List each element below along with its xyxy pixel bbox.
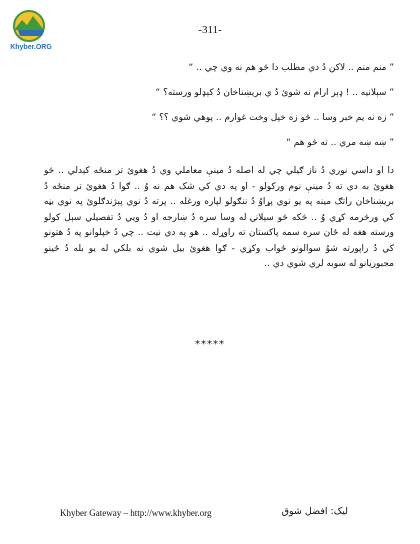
paragraph-line: دا او داسي نوري دُ ناز ګيلي چي له اصله دُ مينې معاملي وي دُ هغوئ تر منځه کېدلي .. څو (44, 166, 394, 176)
dialogue-line: ” سېلانيه .. ! ډېر ارام نه شوئ دُ ي بريښناخان دُ کېډلو ورسته؟ “ (155, 88, 394, 98)
logo-caption: Khyber.ORG (10, 44, 52, 51)
footer-author: ليک: افضل شوق (281, 506, 348, 517)
dialogue-line: ” زه نه يم خبر وسا .. څو زه خپل وخت غوارم .. پوهي شوي ؟؟ “ (151, 113, 394, 123)
dialogue-line: ” ښه ښه مري .. ته څو هم “ (286, 138, 394, 148)
page-number: -311- (198, 24, 222, 36)
body-paragraph (44, 164, 394, 273)
paragraph-line: ورسته هغه له ځان سره سمه پاکستان ته راوړله .. هو په دي نيت .. چي دُ خپلوانو په دُ هتونو (44, 228, 394, 238)
paragraph-line: هغوئ به دي ته دُ مينې نوم ورکولو - او په دي کي شک هم نه وُ .. ګوا دُ هغوئ تر منځه دُ (44, 181, 394, 192)
paragraph-line: بريښناخان راتګ مينه په يو نوي پړاوُ دُ ننګولو لپاره ورغله .. پرته دُ نوي پېژندګلوئ په نوي بڼه (44, 197, 394, 207)
paragraph-line: کي دُ راپورته شوُ سوالونو ځواب وکړي - ګوا هغوئ بيل شوي نه بلکي له يو بله دُ ځينو (44, 243, 394, 254)
paragraph-line: کي ورڅرمه کړي وُ .. څکه څو سېلانۍ له وسا سره دُ ښارجه او دُ ويي دُ تفصيلي سېل کولو (44, 212, 394, 223)
section-separator: ***** (195, 339, 225, 350)
paragraph-line: مجبوريانو له سوبه لري شوي دي .. (264, 259, 394, 269)
footer-source: Khyber Gateway – http://www.khyber.org (60, 508, 212, 518)
dialogue-line: ” منم منم .. لاکن دُ دي مطلب دا څو هم نه وي چي .. “ (188, 63, 394, 73)
